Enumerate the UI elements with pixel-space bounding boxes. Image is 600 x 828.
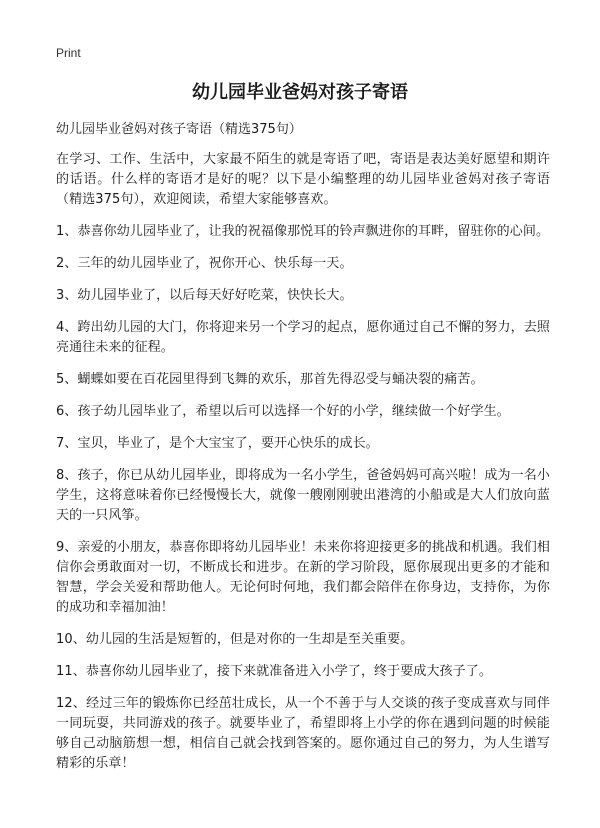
document-body bbox=[56, 150, 550, 786]
message-item: 7、宝贝，毕业了，是个大宝宝了，要开心快乐的成长。 bbox=[56, 436, 379, 451]
message-item: 12、经过三年的锻炼你已经茁壮成长，从一个不善于与人交谈的孩子变成喜欢与同伴一同玩耍，共同游戏的孩子。就要毕业了，希望即将上小学的你在遇到问题的时候能够自己动脑筋想一想，相信自己就会找到答案的。愿你通过自己的努力，为人生谱写精彩的乐章！ bbox=[56, 696, 550, 771]
message-item: 10、幼儿园的生活是短暂的，但是对你的一生却是至关重要。 bbox=[56, 632, 414, 647]
message-item: 2、三年的幼儿园毕业了，祝你开心、快乐每一天。 bbox=[56, 256, 353, 271]
message-item: 8、孩子，你已从幼儿园毕业，即将成为一名小学生，爸爸妈妈可高兴啦！成为一名小学生，这将意味着你已经慢慢长大，就像一艘刚刚驶出港湾的小船或是大人们放向蓝天的一只风筝。 bbox=[56, 468, 550, 523]
intro-paragraph: 在学习、工作、生活中，大家最不陌生的就是寄语了吧，寄语是表达美好愿望和期许的话语。什么样的寄语才是好的呢？以下是小编整理的幼儿园毕业爸妈对孩子寄语（精选375句），欢迎阅读，希望大家能够喜欢。 bbox=[56, 152, 550, 207]
page-title: 幼儿园毕业爸妈对孩子寄语 bbox=[192, 82, 408, 103]
message-item: 3、幼儿园毕业了，以后每天好好吃菜，快快长大。 bbox=[56, 288, 353, 303]
message-item: 5、蝴蝶如要在百花园里得到飞舞的欢乐，那首先得忍受与蛹决裂的痛苦。 bbox=[56, 372, 484, 387]
document-subtitle: 幼儿园毕业爸妈对孩子寄语（精选375句） bbox=[56, 122, 302, 137]
print-link[interactable]: Print bbox=[56, 46, 81, 60]
message-item: 4、跨出幼儿园的大门，你将迎来另一个学习的起点，愿你通过自己不懈的努力，去照亮通往未来的征程。 bbox=[56, 320, 550, 355]
message-item: 9、亲爱的小朋友，恭喜你即将幼儿园毕业！未来你将迎接更多的挑战和机遇。我们相信你会勇敢面对一切，不断成长和进步。在新的学习阶段，愿你展现出更多的才能和智慧，学会关爱和帮助他人。无论何时何地，我们都会陪伴在你身边，支持你，为你的成功和幸福加油！ bbox=[56, 540, 550, 615]
message-item: 11、恭喜你幼儿园毕业了，接下来就准备进入小学了，终于要成大孩子了。 bbox=[56, 664, 492, 679]
message-item: 1、恭喜你幼儿园毕业了，让我的祝福像那悦耳的铃声飘进你的耳畔，留驻你的心间。 bbox=[56, 224, 550, 239]
message-item: 6、孩子幼儿园毕业了，希望以后可以选择一个好的小学，继续做一个好学生。 bbox=[56, 404, 510, 419]
